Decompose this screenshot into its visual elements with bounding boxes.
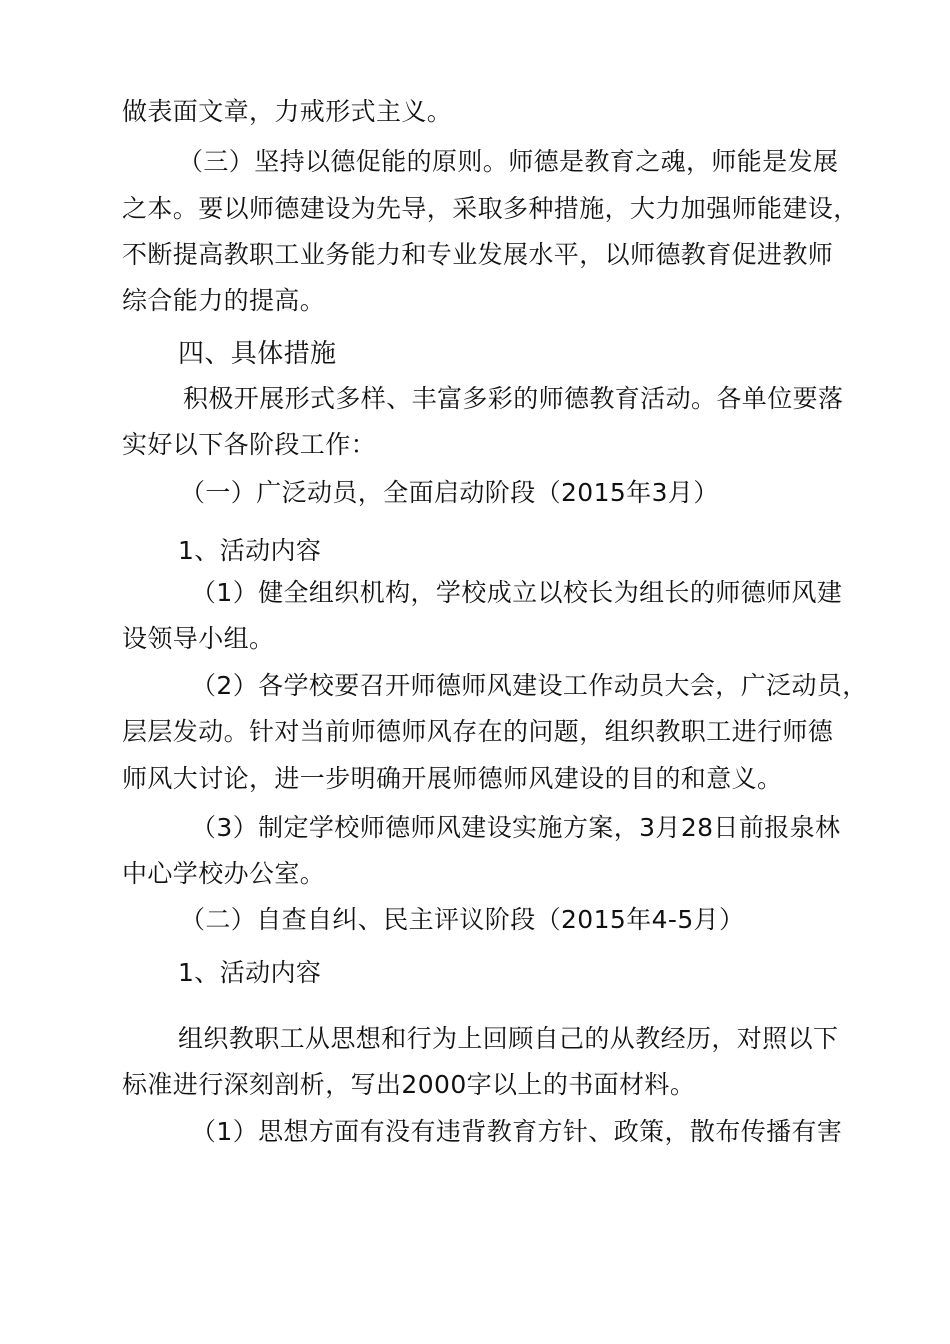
section-heading: 四、具体措施 xyxy=(178,339,337,369)
text-line: （三）坚持以德促能的原则。师德是教育之魂，师能是发展 xyxy=(178,147,839,176)
text-line: （3）制定学校师德师风建设实施方案，3月28日前报泉林 xyxy=(191,813,841,842)
stage-heading: （二）自查自纠、民主评议阶段（2015年4-5月） xyxy=(180,905,745,934)
stage-heading: （一）广泛动员，全面启动阶段（2015年3月） xyxy=(180,478,719,507)
text-line: 之本。要以师德建设为先导，采取多种措施，大力加强师能建设， xyxy=(122,194,859,223)
text-line: （1）思想方面有没有违背教育方针、政策，散布传播有害 xyxy=(191,1117,843,1146)
text-line: 标准进行深刻剖析，写出2000字以上的书面材料。 xyxy=(122,1070,696,1099)
text-line: 综合能力的提高。 xyxy=(122,286,326,315)
subheading: 1、活动内容 xyxy=(178,536,322,565)
text-line: （1）健全组织机构，学校成立以校长为组长的师德师风建 xyxy=(191,578,843,607)
text-line: 不断提高教职工业务能力和专业发展水平，以师德教育促进教师 xyxy=(122,240,834,269)
subheading: 1、活动内容 xyxy=(178,958,322,987)
text-line: 层层发动。针对当前师德师风存在的问题，组织教职工进行师德 xyxy=(122,717,834,746)
text-line: 设领导小组。 xyxy=(122,624,275,653)
text-line: 做表面文章，力戒形式主义。 xyxy=(122,97,453,126)
text-line: （2）各学校要召开师德师风建设工作动员大会，广泛动员， xyxy=(191,671,868,700)
text-line: 组织教职工从思想和行为上回顾自己的从教经历，对照以下 xyxy=(178,1024,839,1053)
text-line: 积极开展形式多样、丰富多彩的师德教育活动。各单位要落 xyxy=(183,384,844,413)
text-line: 实好以下各阶段工作： xyxy=(122,430,377,459)
text-line: 中心学校办公室。 xyxy=(122,859,326,888)
text-line: 师风大讨论，进一步明确开展师德师风建设的目的和意义。 xyxy=(122,764,783,793)
